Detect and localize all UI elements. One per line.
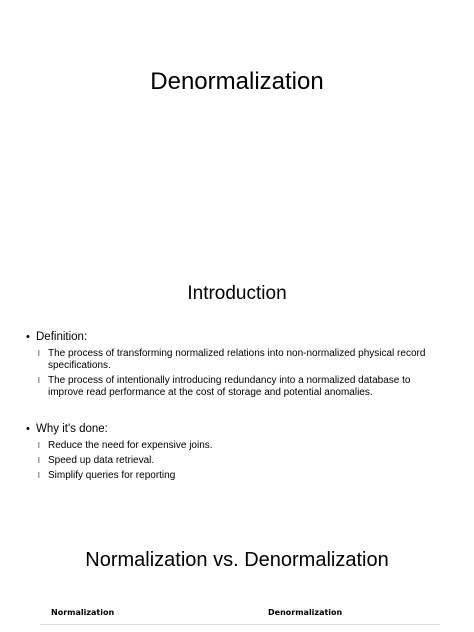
list-item bbox=[38, 375, 446, 399]
column-header-normalization: Normalization bbox=[51, 608, 115, 617]
list-item bbox=[38, 455, 446, 467]
why-section bbox=[26, 422, 446, 485]
bullet-icon: • bbox=[26, 331, 30, 343]
definition-heading: Definition: bbox=[36, 331, 88, 343]
why-heading-row bbox=[26, 422, 446, 436]
list-item-text: Simplify queries for reporting bbox=[48, 470, 176, 481]
list-item-text: Speed up data retrieval. bbox=[48, 455, 155, 466]
why-heading: Why it's done: bbox=[36, 423, 108, 435]
bullet-icon: • bbox=[26, 423, 30, 435]
section-title-comparison: Normalization vs. Denormalization bbox=[85, 549, 389, 571]
why-list bbox=[38, 440, 446, 482]
list-item bbox=[38, 440, 446, 452]
slide-title: Denormalization bbox=[150, 68, 324, 95]
definition-list bbox=[38, 348, 446, 399]
list-item-text: The process of intentionally introducing redundancy into a normalized database to improve read performance at the cost of storage and potential anomalies. bbox=[48, 375, 411, 398]
column-header-denormalization: Denormalization bbox=[268, 608, 343, 617]
bullet-marker-icon: l bbox=[38, 441, 40, 450]
definition-heading-row bbox=[26, 330, 446, 344]
bullet-marker-icon: l bbox=[38, 376, 40, 385]
list-item bbox=[38, 348, 446, 372]
list-item bbox=[38, 470, 446, 482]
bullet-marker-icon: l bbox=[38, 456, 40, 465]
list-item-text: Reduce the need for expensive joins. bbox=[48, 440, 213, 451]
bullet-marker-icon: l bbox=[38, 471, 40, 480]
section-title-introduction: Introduction bbox=[187, 283, 287, 304]
comparison-table-header bbox=[40, 604, 440, 625]
list-item-text: The process of transforming normalized relations into non-normalized physical record specifications. bbox=[48, 348, 426, 371]
definition-section bbox=[26, 330, 446, 402]
bullet-marker-icon: l bbox=[38, 349, 40, 358]
